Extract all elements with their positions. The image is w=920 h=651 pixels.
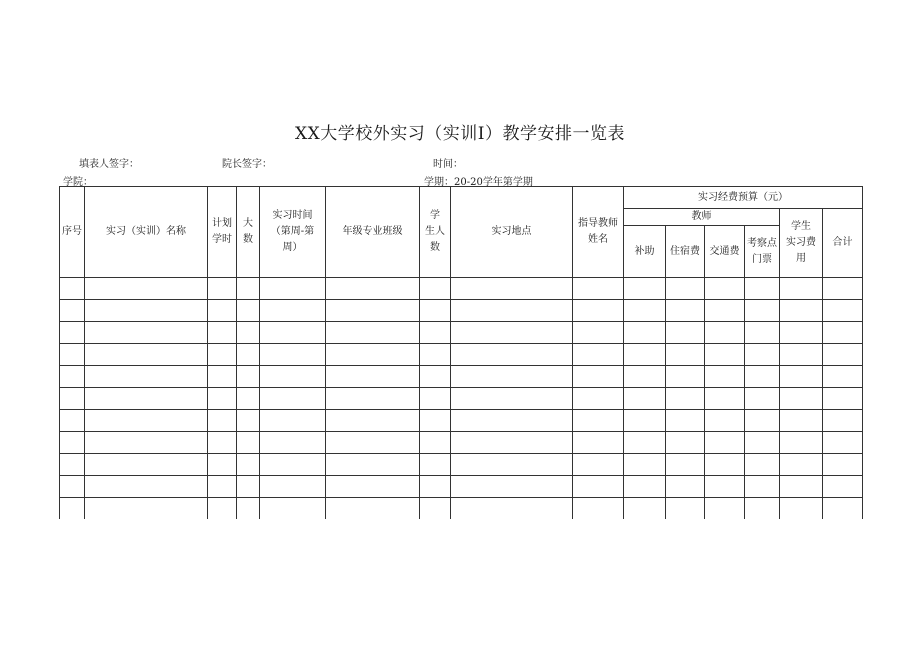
header-transport: 交通费 [705, 226, 745, 278]
table-cell[interactable] [780, 432, 823, 454]
header-plan-hours-line2: 学时 [212, 234, 232, 245]
table-cell[interactable] [823, 432, 863, 454]
header-lodging: 住宿费 [666, 226, 705, 278]
table-cell[interactable] [451, 410, 573, 432]
table-cell[interactable] [326, 476, 420, 498]
header-days-line1: 大 [243, 218, 253, 229]
table-cell[interactable] [326, 344, 420, 366]
table-row [60, 300, 863, 322]
table-cell[interactable] [451, 432, 573, 454]
table-cell[interactable] [705, 278, 745, 300]
table-cell[interactable] [624, 344, 666, 366]
table-cell[interactable] [326, 322, 420, 344]
header-teacher-line1: 指导教师 [578, 218, 618, 229]
table-row [60, 410, 863, 432]
table-cell[interactable] [451, 476, 573, 498]
table-cell[interactable] [451, 366, 573, 388]
table-cell[interactable] [745, 278, 780, 300]
table-cell[interactable] [705, 322, 745, 344]
table-cell[interactable] [326, 454, 420, 476]
table-cell[interactable] [85, 388, 208, 410]
table-row [60, 344, 863, 366]
table-cell[interactable] [60, 278, 85, 300]
table-cell[interactable] [666, 432, 705, 454]
table-cell[interactable] [451, 388, 573, 410]
table-cell[interactable] [705, 454, 745, 476]
college-label: 学院： [63, 177, 93, 188]
header-teacher [573, 187, 624, 278]
table-cell[interactable] [260, 432, 326, 454]
table-cell[interactable] [823, 366, 863, 388]
table-row [60, 454, 863, 476]
header-plan-hours [208, 187, 237, 278]
header-budget: 实习经费预算（元） [624, 187, 863, 209]
table-cell[interactable] [85, 432, 208, 454]
table-cell[interactable] [326, 410, 420, 432]
header-teacher-group: 教师 [624, 209, 780, 226]
table-cell[interactable] [745, 476, 780, 498]
table-cell[interactable] [705, 388, 745, 410]
table-cell[interactable] [666, 278, 705, 300]
table-cell[interactable] [745, 410, 780, 432]
table-cell[interactable] [666, 498, 705, 520]
table-cell[interactable] [573, 388, 624, 410]
table-cell[interactable] [624, 366, 666, 388]
table-row [60, 322, 863, 344]
table-cell[interactable] [326, 388, 420, 410]
header-time-line1: 实习时间 [272, 210, 313, 221]
table-cell[interactable] [705, 366, 745, 388]
header-time-line3: 周） [282, 242, 303, 253]
table-cell[interactable] [237, 322, 260, 344]
table-cell[interactable] [745, 344, 780, 366]
table-cell[interactable] [780, 300, 823, 322]
table-cell[interactable] [780, 498, 823, 520]
table-cell[interactable] [208, 322, 237, 344]
table-cell[interactable] [780, 366, 823, 388]
header-name: 实习（实训）名称 [85, 187, 208, 278]
table-cell[interactable] [420, 278, 451, 300]
table-cell[interactable] [573, 300, 624, 322]
table-cell[interactable] [666, 344, 705, 366]
table-cell[interactable] [60, 410, 85, 432]
table-cell[interactable] [624, 322, 666, 344]
table-cell[interactable] [326, 366, 420, 388]
table-cell[interactable] [705, 300, 745, 322]
table-cell[interactable] [666, 388, 705, 410]
table-row [60, 366, 863, 388]
table-cell[interactable] [85, 366, 208, 388]
table-cell[interactable] [823, 300, 863, 322]
table-cell[interactable] [85, 498, 208, 520]
table-cell[interactable] [208, 454, 237, 476]
table-cell[interactable] [420, 432, 451, 454]
table-cell[interactable] [823, 476, 863, 498]
table-cell[interactable] [573, 476, 624, 498]
header-tickets [745, 226, 780, 278]
table-cell[interactable] [85, 454, 208, 476]
table-cell[interactable] [573, 498, 624, 520]
table-cell[interactable] [780, 322, 823, 344]
table-cell[interactable] [237, 410, 260, 432]
header-student-fee-line3: 用 [796, 253, 806, 264]
table-cell[interactable] [208, 300, 237, 322]
table-cell[interactable] [420, 410, 451, 432]
table-cell[interactable] [705, 344, 745, 366]
table-cell[interactable] [260, 366, 326, 388]
table-cell[interactable] [85, 322, 208, 344]
table-cell[interactable] [624, 432, 666, 454]
table-cell[interactable] [260, 410, 326, 432]
page-title: XX大学校外实习（实训I）教学安排一览表 [295, 124, 625, 144]
table-cell[interactable] [666, 410, 705, 432]
header-time [260, 187, 326, 278]
header-days-line2: 数 [243, 234, 253, 245]
table-cell[interactable] [705, 410, 745, 432]
table-cell[interactable] [237, 454, 260, 476]
table-cell[interactable] [85, 278, 208, 300]
table-cell[interactable] [823, 278, 863, 300]
table-cell[interactable] [780, 454, 823, 476]
table-cell[interactable] [326, 432, 420, 454]
schedule-table [59, 186, 863, 519]
table-cell[interactable] [780, 410, 823, 432]
table-cell[interactable] [260, 476, 326, 498]
header-seq: 序号 [60, 187, 85, 278]
table-cell[interactable] [451, 344, 573, 366]
table-row [60, 388, 863, 410]
table-cell[interactable] [573, 410, 624, 432]
header-days [237, 187, 260, 278]
table-cell[interactable] [420, 498, 451, 520]
table-cell[interactable] [260, 322, 326, 344]
table-cell[interactable] [451, 278, 573, 300]
table-cell[interactable] [260, 498, 326, 520]
header-student-fee [780, 209, 823, 278]
table-cell[interactable] [85, 476, 208, 498]
table-cell[interactable] [237, 498, 260, 520]
table-cell[interactable] [237, 476, 260, 498]
table-cell[interactable] [705, 432, 745, 454]
table-cell[interactable] [60, 454, 85, 476]
table-cell[interactable] [237, 344, 260, 366]
header-total: 合计 [823, 209, 863, 278]
table-cell[interactable] [260, 278, 326, 300]
table-cell[interactable] [573, 322, 624, 344]
table-cell[interactable] [780, 388, 823, 410]
table-cell[interactable] [823, 410, 863, 432]
table-cell[interactable] [624, 498, 666, 520]
table-cell[interactable] [420, 344, 451, 366]
table-cell[interactable] [420, 454, 451, 476]
table-cell[interactable] [573, 454, 624, 476]
table-cell[interactable] [208, 366, 237, 388]
table-cell[interactable] [260, 454, 326, 476]
table-cell[interactable] [745, 454, 780, 476]
table-cell[interactable] [451, 498, 573, 520]
table-cell[interactable] [420, 300, 451, 322]
table-cell[interactable] [573, 366, 624, 388]
table-cell[interactable] [573, 344, 624, 366]
table-cell[interactable] [624, 278, 666, 300]
header-students-line1: 学 [430, 210, 440, 221]
header-tickets-line2: 门票 [752, 253, 772, 265]
table-cell[interactable] [573, 432, 624, 454]
table-cell[interactable] [624, 388, 666, 410]
header-teacher-line2: 姓名 [588, 234, 608, 245]
table-cell[interactable] [666, 366, 705, 388]
table-cell[interactable] [451, 454, 573, 476]
table-cell[interactable] [624, 454, 666, 476]
header-students-line2: 生人 [425, 226, 445, 237]
table-cell[interactable] [823, 498, 863, 520]
table-cell[interactable] [420, 476, 451, 498]
table-cell[interactable] [420, 388, 451, 410]
table-cell[interactable] [60, 300, 85, 322]
table-cell[interactable] [420, 366, 451, 388]
dean-signature-label: 院长签字： [222, 159, 272, 170]
semester-label: 学期：20-20学年第学期 [424, 177, 533, 188]
header-grade-class: 年级专业班级 [326, 187, 420, 278]
table-cell[interactable] [326, 300, 420, 322]
table-cell[interactable] [624, 410, 666, 432]
table-row [60, 476, 863, 498]
table-cell[interactable] [60, 498, 85, 520]
table-cell[interactable] [745, 498, 780, 520]
table-row [60, 278, 863, 300]
header-student-fee-line2: 实习费 [786, 237, 816, 248]
table-cell[interactable] [573, 278, 624, 300]
table-cell[interactable] [780, 344, 823, 366]
table-cell[interactable] [823, 454, 863, 476]
table-cell[interactable] [237, 432, 260, 454]
table-cell[interactable] [745, 300, 780, 322]
table-cell[interactable] [745, 432, 780, 454]
table-cell[interactable] [823, 322, 863, 344]
header-subsidy: 补助 [624, 226, 666, 278]
table-cell[interactable] [666, 476, 705, 498]
table-cell[interactable] [666, 300, 705, 322]
table-cell[interactable] [208, 432, 237, 454]
table-cell[interactable] [85, 344, 208, 366]
table-cell[interactable] [60, 476, 85, 498]
filler-signature-label: 填表人签字： [79, 159, 139, 170]
table-cell[interactable] [237, 366, 260, 388]
table-cell[interactable] [451, 300, 573, 322]
table-cell[interactable] [705, 476, 745, 498]
table-cell[interactable] [60, 388, 85, 410]
table-cell[interactable] [60, 366, 85, 388]
table-cell[interactable] [823, 388, 863, 410]
table-row [60, 432, 863, 454]
table-cell[interactable] [237, 388, 260, 410]
table-cell[interactable] [326, 278, 420, 300]
table-cell[interactable] [260, 388, 326, 410]
table-cell[interactable] [208, 410, 237, 432]
table-cell[interactable] [260, 344, 326, 366]
table-cell[interactable] [208, 344, 237, 366]
table-cell[interactable] [745, 388, 780, 410]
header-tickets-line1: 考察点 [747, 237, 777, 249]
table-cell[interactable] [326, 498, 420, 520]
table-cell[interactable] [624, 476, 666, 498]
table-cell[interactable] [780, 278, 823, 300]
table-cell[interactable] [260, 300, 326, 322]
table-cell[interactable] [237, 278, 260, 300]
header-students-line3: 数 [430, 242, 440, 253]
table-cell[interactable] [60, 432, 85, 454]
header-students [420, 187, 451, 278]
table-cell[interactable] [60, 322, 85, 344]
table-cell[interactable] [85, 410, 208, 432]
table-cell[interactable] [85, 300, 208, 322]
table-cell[interactable] [745, 322, 780, 344]
header-time-line2: （第周-第 [270, 226, 315, 237]
time-label: 时间： [433, 159, 463, 170]
table-cell[interactable] [745, 366, 780, 388]
table-cell[interactable] [208, 278, 237, 300]
table-cell[interactable] [624, 300, 666, 322]
table-cell[interactable] [666, 454, 705, 476]
table-cell[interactable] [208, 498, 237, 520]
table-row [60, 498, 863, 520]
header-student-fee-line1: 学生 [791, 221, 811, 232]
table-cell[interactable] [420, 322, 451, 344]
table-cell[interactable] [780, 476, 823, 498]
header-location: 实习地点 [451, 187, 573, 278]
table-cell[interactable] [60, 344, 85, 366]
header-plan-hours-line1: 计划 [212, 218, 232, 229]
table-cell[interactable] [208, 388, 237, 410]
table-cell[interactable] [705, 498, 745, 520]
table-cell[interactable] [666, 322, 705, 344]
table-cell[interactable] [237, 300, 260, 322]
table-cell[interactable] [208, 476, 237, 498]
table-cell[interactable] [451, 322, 573, 344]
table-cell[interactable] [823, 344, 863, 366]
